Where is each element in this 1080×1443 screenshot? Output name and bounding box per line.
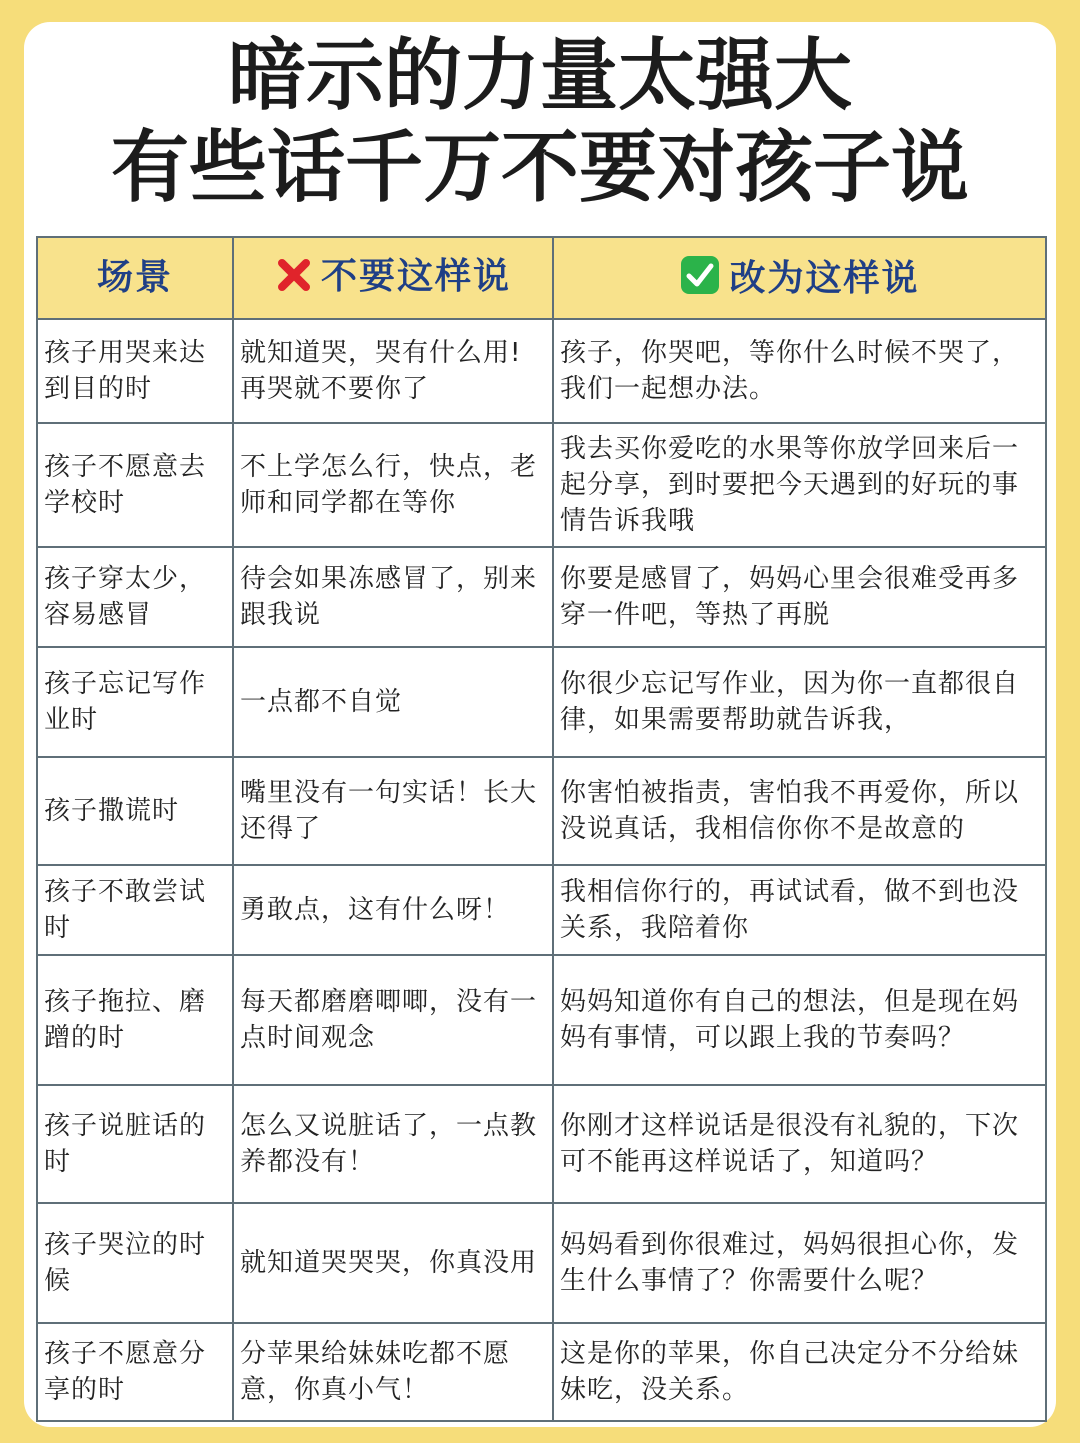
scene-cell: 孩子说脏话的时 [37, 1085, 233, 1203]
header-do [553, 237, 1046, 319]
scene-cell: 孩子撒谎时 [37, 757, 233, 865]
advice-table [36, 236, 1047, 1422]
table-row [37, 319, 1046, 423]
scene-cell: 孩子穿太少，容易感冒 [37, 547, 233, 647]
scene-cell: 孩子不愿意去学校时 [37, 423, 233, 547]
table-row [37, 757, 1046, 865]
dont-say-cell: 怎么又说脏话了，一点教养都没有！ [233, 1085, 553, 1203]
scene-cell: 孩子哭泣的时候 [37, 1203, 233, 1323]
header-scene-label: 场景 [96, 257, 173, 298]
dont-say-cell: 就知道哭，哭有什么用!再哭就不要你了 [233, 319, 553, 423]
page-title [24, 30, 1056, 214]
table-row [37, 955, 1046, 1085]
do-say-cell: 你害怕被指责，害怕我不再爱你，所以没说真话，我相信你你不是故意的 [553, 757, 1046, 865]
check-mark-icon [679, 254, 721, 303]
scene-cell: 孩子忘记写作业时 [37, 647, 233, 757]
do-say-cell: 你刚才这样说话是很没有礼貌的，下次可不能再这样说话了，知道吗？ [553, 1085, 1046, 1203]
dont-say-cell: 就知道哭哭哭，你真没用 [233, 1203, 553, 1323]
dont-say-cell: 待会如果冻感冒了，别来跟我说 [233, 547, 553, 647]
scene-cell: 孩子用哭来达到目的时 [37, 319, 233, 423]
cross-mark-icon [275, 256, 313, 301]
table-row [37, 1323, 1046, 1421]
do-say-cell: 妈妈看到你很难过，妈妈很担心你，发生什么事情了？你需要什么呢？ [553, 1203, 1046, 1323]
scene-cell: 孩子不愿意分享的时 [37, 1323, 233, 1421]
title-line-2: 有些话千万不要对孩子说 [110, 123, 969, 213]
table-row [37, 647, 1046, 757]
header-dont-label: 不要这样说 [320, 255, 511, 297]
header-dont [233, 237, 553, 319]
scene-cell: 孩子不敢尝试时 [37, 865, 233, 955]
do-say-cell: 我相信你行的，再试试看，做不到也没关系，我陪着你 [553, 865, 1046, 955]
do-say-cell: 孩子，你哭吧，等你什么时候不哭了，我们一起想办法。 [553, 319, 1046, 423]
do-say-cell: 我去买你爱吃的水果等你放学回来后一起分享，到时要把今天遇到的好玩的事情告诉我哦 [553, 423, 1046, 547]
dont-say-cell: 嘴里没有一句实话！长大还得了 [233, 757, 553, 865]
do-say-cell: 这是你的苹果，你自己决定分不分给妹妹吃，没关系。 [553, 1323, 1046, 1421]
table-row [37, 547, 1046, 647]
dont-say-cell: 分苹果给妹妹吃都不愿意，你真小气！ [233, 1323, 553, 1421]
dont-say-cell: 不上学怎么行，快点，老师和同学都在等你 [233, 423, 553, 547]
table-header-row [37, 237, 1046, 319]
table-row [37, 1085, 1046, 1203]
table-row [37, 1203, 1046, 1323]
do-say-cell: 妈妈知道你有自己的想法，但是现在妈妈有事情，可以跟上我的节奏吗？ [553, 955, 1046, 1085]
dont-say-cell: 勇敢点，这有什么呀！ [233, 865, 553, 955]
do-say-cell: 你很少忘记写作业，因为你一直都很自律，如果需要帮助就告诉我， [553, 647, 1046, 757]
dont-say-cell: 一点都不自觉 [233, 647, 553, 757]
table-row [37, 423, 1046, 547]
header-do-label: 改为这样说 [729, 257, 920, 299]
header-scene [37, 237, 233, 319]
do-say-cell: 你要是感冒了，妈妈心里会很难受再多穿一件吧，等热了再脱 [553, 547, 1046, 647]
title-line-1: 暗示的力量太强大 [227, 31, 852, 121]
dont-say-cell: 每天都磨磨唧唧，没有一点时间观念 [233, 955, 553, 1085]
table-row [37, 865, 1046, 955]
scene-cell: 孩子拖拉、磨蹭的时 [37, 955, 233, 1085]
